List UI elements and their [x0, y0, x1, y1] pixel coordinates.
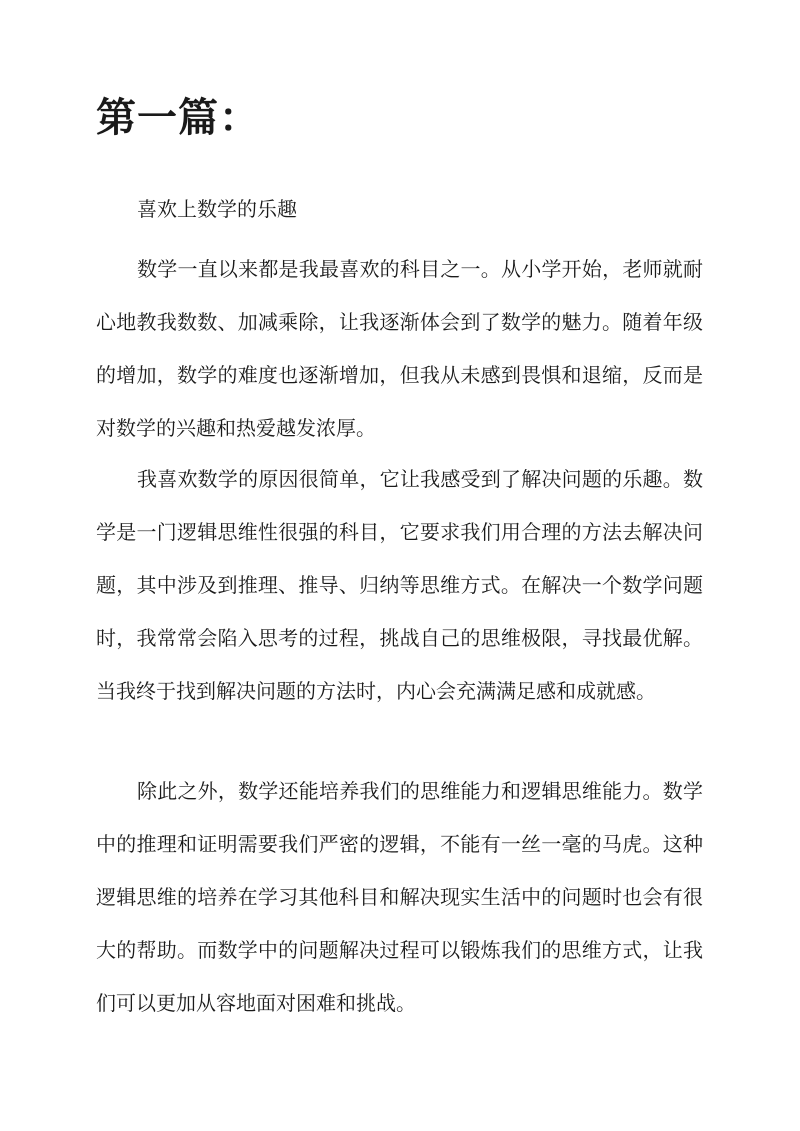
- paragraph-1: 数学一直以来都是我最喜欢的科目之一。从小学开始，老师就耐心地教我数数、加减乘除，让我逐渐体会到了数学的魅力。随着年级的增加，数学的难度也逐渐增加，但我从未感到畏惧和退缩，反而是对数学的兴趣和热爱越发浓厚。: [96, 257, 703, 440]
- essay-subtitle: 喜欢上数学的乐趣: [137, 197, 297, 221]
- paragraph-3: 除此之外，数学还能培养我们的思维能力和逻辑思维能力。数学中的推理和证明需要我们严密的逻辑，不能有一丝一毫的马虎。这种逻辑思维的培养在学习其他科目和解决现实生活中的问题时也会有很大的帮助。而数学中的问题解决过程可以锻炼我们的思维方式，让我们可以更加从容地面对困难和挑战。: [96, 779, 703, 1015]
- paragraph-2: 我喜欢数学的原因很简单，它让我感受到了解决问题的乐趣。数学是一门逻辑思维性很强的科目，它要求我们用合理的方法去解决问题，其中涉及到推理、推导、归纳等思维方式。在解决一个数学问题时，我常常会陷入思考的过程，挑战自己的思维极限，寻找最优解。当我终于找到解决问题的方法时，内心会充满满足感和成就感。: [96, 467, 703, 703]
- document-title: 第一篇：: [96, 94, 260, 141]
